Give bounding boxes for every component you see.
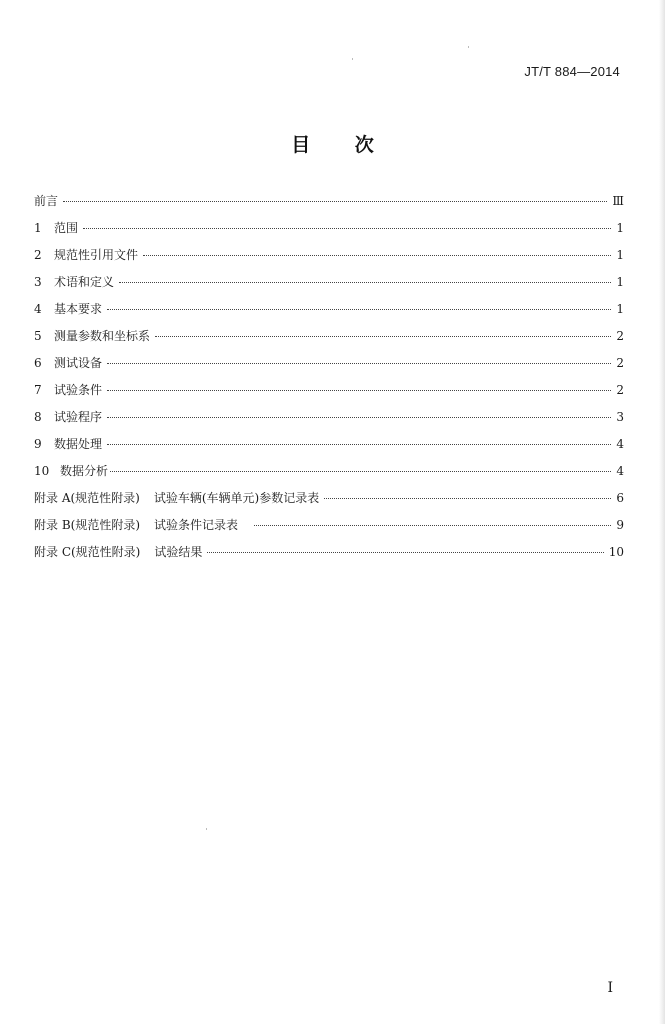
toc-leader-dots — [107, 363, 611, 364]
toc-entry-6[interactable] — [34, 353, 624, 380]
toc-leader-dots — [107, 444, 611, 445]
toc-entry-10[interactable] — [34, 461, 624, 488]
toc-entry-5[interactable] — [34, 326, 624, 353]
toc-entry-number: 8 — [34, 410, 42, 424]
toc-entry-label: 范围 — [54, 221, 79, 235]
toc-entry-page: 1 — [616, 221, 624, 235]
scan-speck — [206, 828, 207, 830]
standard-code: JT/T 884—2014 — [524, 64, 620, 79]
toc-entry-4[interactable] — [34, 299, 624, 326]
toc-entry-foreword[interactable] — [34, 191, 624, 218]
toc-entry-number: 2 — [34, 248, 42, 262]
toc-entry-page: 6 — [616, 491, 624, 505]
toc-entry-label: 前言 — [34, 194, 59, 208]
toc-leader-dots — [119, 282, 611, 283]
toc-entry-page: 10 — [608, 545, 624, 559]
toc-entry-label: 试验车辆(车辆单元)参数记录表 — [153, 491, 320, 505]
toc-entry-page: 1 — [616, 302, 624, 316]
toc-appendix-prefix: 附录 A(规范性附录) — [34, 491, 140, 505]
toc-entry-number: 6 — [34, 356, 42, 370]
toc-entry-number: 5 — [34, 329, 42, 343]
toc-entry-page: 4 — [616, 437, 624, 451]
toc-leader-dots — [63, 201, 607, 202]
toc-entry-page: 9 — [616, 518, 624, 532]
toc-entry-page: 1 — [616, 275, 624, 289]
toc-entry-label: 数据处理 — [54, 437, 103, 451]
toc-leader-dots — [107, 309, 611, 310]
toc-entry-label: 数据分析 — [60, 464, 109, 478]
toc-entry-9[interactable] — [34, 434, 624, 461]
toc-entry-label: 规范性引用文件 — [54, 248, 139, 262]
toc-entry-label: 术语和定义 — [54, 275, 115, 289]
toc-entry-number: 1 — [34, 221, 42, 235]
toc-entry-7[interactable] — [34, 380, 624, 407]
toc-entry-appendix-a[interactable] — [34, 488, 624, 515]
toc-entry-label: 测试设备 — [54, 356, 103, 370]
toc-leader-dots — [254, 525, 611, 526]
toc-leader-dots — [324, 498, 611, 499]
toc-entry-appendix-b[interactable] — [34, 515, 624, 542]
toc-entry-1[interactable] — [34, 218, 624, 245]
toc-entry-number: 4 — [34, 302, 42, 316]
toc-leader-dots — [83, 228, 611, 229]
table-of-contents — [34, 191, 624, 569]
toc-leader-dots — [107, 390, 611, 391]
toc-entry-8[interactable] — [34, 407, 624, 434]
toc-entry-page: 2 — [616, 383, 624, 397]
toc-leader-dots — [207, 552, 603, 553]
toc-entry-label: 基本要求 — [54, 302, 103, 316]
toc-leader-dots — [107, 417, 611, 418]
scan-speck — [352, 58, 353, 60]
toc-entry-number: 9 — [34, 437, 42, 451]
toc-leader-dots — [143, 255, 611, 256]
toc-entry-number: 7 — [34, 383, 42, 397]
toc-entry-number: 10 — [34, 464, 50, 478]
toc-entry-number: 3 — [34, 275, 42, 289]
toc-entry-label: 试验条件 — [54, 383, 103, 397]
toc-leader-dots — [155, 336, 611, 337]
toc-entry-page: 3 — [616, 410, 624, 424]
toc-appendix-prefix: 附录 C(规范性附录) — [34, 545, 141, 559]
toc-entry-appendix-c[interactable] — [34, 542, 624, 569]
toc-leader-dots — [110, 471, 611, 472]
toc-entry-page: 1 — [616, 248, 624, 262]
toc-entry-page: 2 — [616, 356, 624, 370]
page-number: I — [607, 980, 613, 996]
toc-entry-label: 试验结果 — [154, 545, 203, 559]
toc-entry-label: 测量参数和坐标系 — [54, 329, 151, 343]
toc-entry-label: 试验条件记录表 — [154, 518, 239, 532]
toc-appendix-prefix: 附录 B(规范性附录) — [34, 518, 140, 532]
toc-entry-page: 2 — [616, 329, 624, 343]
toc-title: 目 次 — [291, 134, 374, 156]
scan-speck — [468, 46, 469, 48]
toc-entry-page: Ⅲ — [612, 194, 624, 208]
toc-entry-page: 4 — [616, 464, 624, 478]
toc-entry-label: 试验程序 — [54, 410, 103, 424]
toc-entry-2[interactable] — [34, 245, 624, 272]
toc-entry-3[interactable] — [34, 272, 624, 299]
